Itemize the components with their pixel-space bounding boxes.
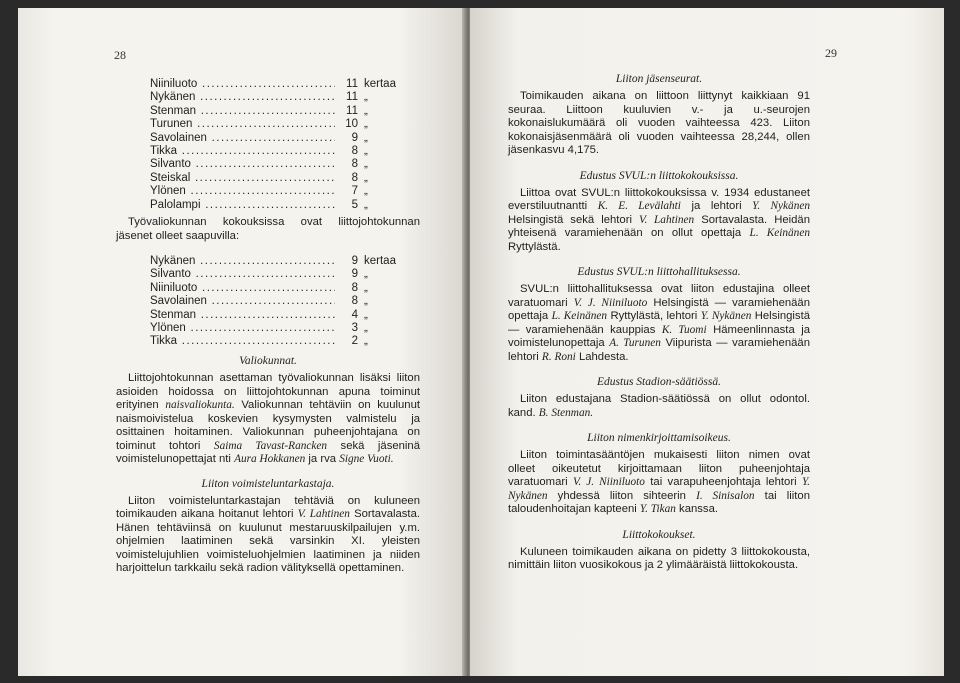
member-name: Steiskal ..... bbox=[150, 172, 335, 185]
table-row bbox=[150, 295, 410, 308]
member-name: Tikka ..... bbox=[150, 335, 335, 348]
attendance-count: 8 bbox=[351, 281, 358, 294]
attendance-count: 7 bbox=[351, 185, 358, 198]
table-row bbox=[150, 158, 410, 171]
paragraph-liittokokoukset: Kuluneen toimikauden aikana on pidetty 3 liittokokousta, nimittäin liiton vuosikokous ja 2 ylimääräistä liittokokousta. bbox=[508, 545, 810, 571]
table-row bbox=[150, 132, 410, 145]
right-page bbox=[470, 8, 944, 676]
attendance-count: 8 bbox=[351, 295, 358, 308]
table-row bbox=[150, 335, 410, 348]
attendance-unit: „ bbox=[364, 118, 368, 131]
table-row bbox=[150, 199, 410, 212]
attendance-unit: „ bbox=[364, 308, 368, 321]
attendance-count: 3 bbox=[351, 321, 358, 334]
paragraph-stadion: Liiton edustajana Stadion-säätiössä on ollut odontol. kand. B. Stenman. bbox=[508, 393, 810, 419]
paragraph-voimisteluntarkastaja: Liiton voimisteluntarkastajan tehtäviä on kuluneen toimikauden aikana hoitanut lehtori V. Lahtinen Sortavalasta. Hänen tehtäviinsä on kuulunut mestaruuskilpailujen y.m. ohjelmien laatiminen sekä varsinkin XI. yleisten voimistelujuhlien voimisteluohjelmien laatiminen ja niiden harjoittelun tarkkailu sekä radion välityksellä opettaminen. bbox=[116, 494, 420, 574]
attendance-count: 9 bbox=[351, 255, 358, 267]
attendance-table-2 bbox=[150, 255, 410, 349]
attendance-unit: „ bbox=[364, 131, 368, 144]
member-name: Stenman ..... bbox=[150, 105, 335, 118]
attendance-unit: „ bbox=[364, 158, 368, 171]
page-number-right: 29 bbox=[825, 46, 837, 60]
attendance-count: 9 bbox=[351, 131, 358, 144]
paragraph-jasenseurat: Toimikauden aikana on liittoon liittynyt kaikkiaan 91 seuraa. Liittoon kuuluvien v.- ja u.-seurojen kokonaislukumäärä oli vuoden vaihteessa 423. Liiton kokonaisjäsenmäärä oli vuoden vaihteessa 28,244, ollen jäsenkasvu 4,175. bbox=[508, 90, 810, 156]
left-body bbox=[116, 354, 420, 576]
member-name: Silvanto ..... bbox=[150, 158, 335, 171]
member-name: Palolampi ..... bbox=[150, 199, 335, 212]
table-row bbox=[150, 322, 410, 335]
heading-svul-hallitus: Edustus SVUL:n liittohallituksessa. bbox=[577, 266, 741, 278]
attendance-count: 8 bbox=[351, 144, 358, 157]
member-name: Silvanto ..... bbox=[150, 268, 335, 281]
right-body bbox=[508, 72, 810, 573]
attendance-unit: kertaa bbox=[364, 255, 396, 267]
heading-svul-kokoukset: Edustus SVUL:n liittokokouksissa. bbox=[579, 169, 739, 182]
member-name: Niiniluoto ..... bbox=[150, 282, 335, 295]
table-row bbox=[150, 282, 410, 295]
attendance-unit: „ bbox=[364, 104, 368, 117]
table-row bbox=[150, 309, 410, 322]
attendance-count: 11 bbox=[346, 91, 358, 104]
attendance-count: 5 bbox=[351, 198, 358, 211]
left-page bbox=[18, 8, 465, 676]
paragraph-svul-kokoukset: Liittoa ovat SVUL:n liittokokouksissa v. 1934 edustaneet everstiluutnantti K. E. Levälahti ja lehtori Y. Nykänen Helsingistä sekä lehtori V. Lahtinen Sortavalasta. Heidän yhteisenä varamiehenään on ollut opettaja L. Keinänen Ryttylästä. bbox=[508, 186, 811, 253]
paragraph-svul-hallitus: SVUL:n liittohallituksessa ovat liiton edustajina olleet varatuomari V. J. Niiniluoto Helsingistä — varamiehenään opettaja L. Keinänen Ryttylästä, lehtori Y. Nykänen Helsingistä — varamiehenään kauppias K. Tuomi Hämeenlinnasta ja voimistelunopettaja A. Turunen Viipurista — varamiehenään lehtori R. Roni Lahdesta. bbox=[508, 283, 810, 363]
attendance-unit: kertaa bbox=[364, 78, 396, 90]
attendance-unit: „ bbox=[364, 185, 368, 198]
attendance-count: 4 bbox=[351, 308, 358, 321]
attendance-unit: „ bbox=[364, 281, 368, 294]
attendance-unit: „ bbox=[364, 144, 368, 157]
table-row bbox=[150, 145, 410, 158]
table-row bbox=[150, 91, 410, 104]
attendance-count: 8 bbox=[351, 158, 358, 171]
attendance-count: 9 bbox=[351, 268, 358, 281]
member-name: Nykänen ..... bbox=[150, 91, 335, 104]
table-row bbox=[150, 78, 410, 91]
member-name: Savolainen ..... bbox=[150, 132, 335, 145]
table-row bbox=[150, 268, 410, 281]
member-name: Turunen ..... bbox=[150, 118, 335, 131]
attendance-count: 10 bbox=[345, 118, 358, 131]
attendance-unit: „ bbox=[364, 171, 368, 184]
heading-jasenseurat: Liiton jäsenseurat. bbox=[615, 73, 703, 85]
paragraph-nimenkirjoittamisoikeus: Liiton toimintasääntöjen mukaisesti liiton nimen ovat olleet oikeutetut kirjoittamaan liiton puheenjohtaja varatuomari V. J. Niiniluoto tai varapuheenjohtaja lehtori Y. Nykänen yhdessä liiton sihteerin I. Sinisalon tai liiton taloudenhoitajan kapteeni Y. Tikan kanssa. bbox=[508, 449, 811, 515]
member-name: Ylönen ..... bbox=[150, 322, 335, 335]
table-row bbox=[150, 185, 410, 198]
heading-nimenkirjoittamisoikeus: Liiton nimenkirjoittamisoikeus. bbox=[587, 432, 731, 444]
attendance-unit: „ bbox=[364, 321, 368, 334]
attendance-unit: „ bbox=[364, 198, 368, 211]
attendance-table-1 bbox=[150, 78, 410, 212]
member-name: Ylönen ..... bbox=[150, 185, 335, 198]
table-row bbox=[150, 172, 410, 185]
member-name: Niiniluoto ..... bbox=[150, 78, 335, 91]
table-row bbox=[150, 105, 410, 118]
attendance-count: 8 bbox=[351, 171, 358, 184]
attendance-count: 11 bbox=[346, 78, 358, 90]
attendance-unit: „ bbox=[364, 295, 368, 308]
member-name: Stenman ..... bbox=[150, 309, 335, 322]
intro-paragraph-2: Työvaliokunnan kokouksissa ovat liittojohtokunnan jäsenet olleet saapuvilla: bbox=[116, 216, 420, 242]
heading-valiokunnat: Valiokunnat. bbox=[239, 355, 297, 367]
table-row bbox=[150, 255, 410, 268]
member-name: Tikka ..... bbox=[150, 145, 335, 158]
attendance-unit: „ bbox=[364, 91, 368, 104]
attendance-count: 11 bbox=[346, 104, 358, 117]
heading-liittokokoukset: Liittokokoukset. bbox=[622, 528, 696, 541]
attendance-unit: „ bbox=[364, 335, 368, 348]
member-name: Savolainen ..... bbox=[150, 295, 335, 308]
page-number-left: 28 bbox=[114, 48, 126, 62]
attendance-unit: „ bbox=[364, 268, 368, 281]
heading-voimisteluntarkastaja: Liiton voimisteluntarkastaja. bbox=[201, 477, 335, 490]
attendance-count: 2 bbox=[351, 335, 358, 348]
paragraph-valiokunnat: Liittojohtokunnan asettaman työvaliokunnan lisäksi liiton asioiden hoidossa on liittojohtokunnan apuna toiminut erityinen naisvaliokunta. Valiokunnan tehtäviin on kuulunut naismoivistelua koskevien kysymysten valmistelu ja osittainen hoitaminen. Valiokunnan puheenjohtajana on toiminut tohtori Saima Tavast-Rancken sekä jäseninä voimistelunopettajat nti Aura Hokkanen ja rva Signe Vuoti. bbox=[116, 372, 420, 465]
table-row bbox=[150, 118, 410, 131]
member-name: Nykänen ..... bbox=[150, 255, 335, 268]
heading-stadion: Edustus Stadion-säätiössä. bbox=[597, 376, 721, 388]
